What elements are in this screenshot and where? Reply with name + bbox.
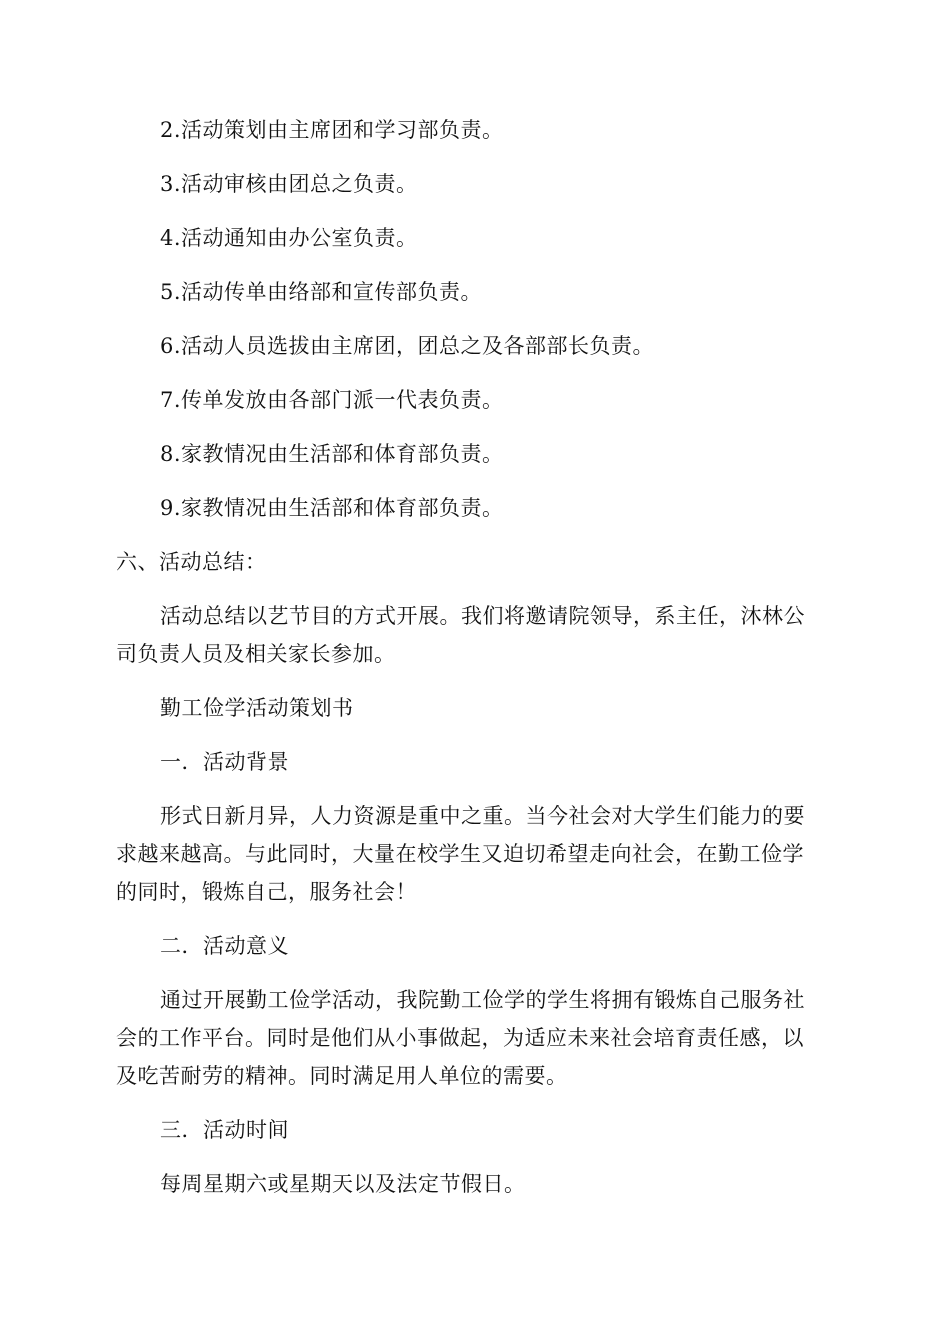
section-heading-meaning: 二．活动意义	[160, 934, 289, 958]
background-paragraph-line-3: 的同时，锻炼自己，服务社会！	[116, 880, 417, 904]
background-paragraph-line-2: 求越来越高。与此同时，大量在校学生又迫切希望走向社会，在勤工俭学	[116, 842, 804, 866]
plan-title: 勤工俭学活动策划书	[160, 696, 354, 720]
summary-paragraph-line-2: 司负责人员及相关家长参加。	[116, 642, 396, 666]
list-item-5: 5.活动传单由络部和宣传部负责。	[160, 280, 483, 304]
list-item-7: 7.传单发放由各部门派一代表负责。	[160, 388, 504, 412]
summary-paragraph-line-1: 活动总结以艺节目的方式开展。我们将邀请院领导，系主任，沐林公	[160, 604, 805, 628]
time-paragraph-line-1: 每周星期六或星期天以及法定节假日。	[160, 1172, 526, 1196]
list-item-2: 2.活动策划由主席团和学习部负责。	[160, 118, 504, 142]
list-item-8: 8.家教情况由生活部和体育部负责。	[160, 442, 504, 466]
list-item-3: 3.活动审核由团总之负责。	[160, 172, 418, 196]
list-item-9: 9.家教情况由生活部和体育部负责。	[160, 496, 504, 520]
meaning-paragraph-line-1: 通过开展勤工俭学活动，我院勤工俭学的学生将拥有锻炼自己服务社	[160, 988, 805, 1012]
list-item-4: 4.活动通知由办公室负责。	[160, 226, 418, 250]
meaning-paragraph-line-2: 会的工作平台。同时是他们从小事做起，为适应未来社会培育责任感，以	[116, 1026, 804, 1050]
list-item-6: 6.活动人员选拔由主席团，团总之及各部部长负责。	[160, 334, 655, 358]
meaning-paragraph-line-3: 及吃苦耐劳的精神。同时满足用人单位的需要。	[116, 1064, 568, 1088]
section-heading-background: 一．活动背景	[160, 750, 289, 774]
background-paragraph-line-1: 形式日新月异，人力资源是重中之重。当今社会对大学生们能力的要	[160, 804, 805, 828]
section-heading-summary: 六、活动总结：	[116, 550, 267, 574]
section-heading-time: 三．活动时间	[160, 1118, 289, 1142]
